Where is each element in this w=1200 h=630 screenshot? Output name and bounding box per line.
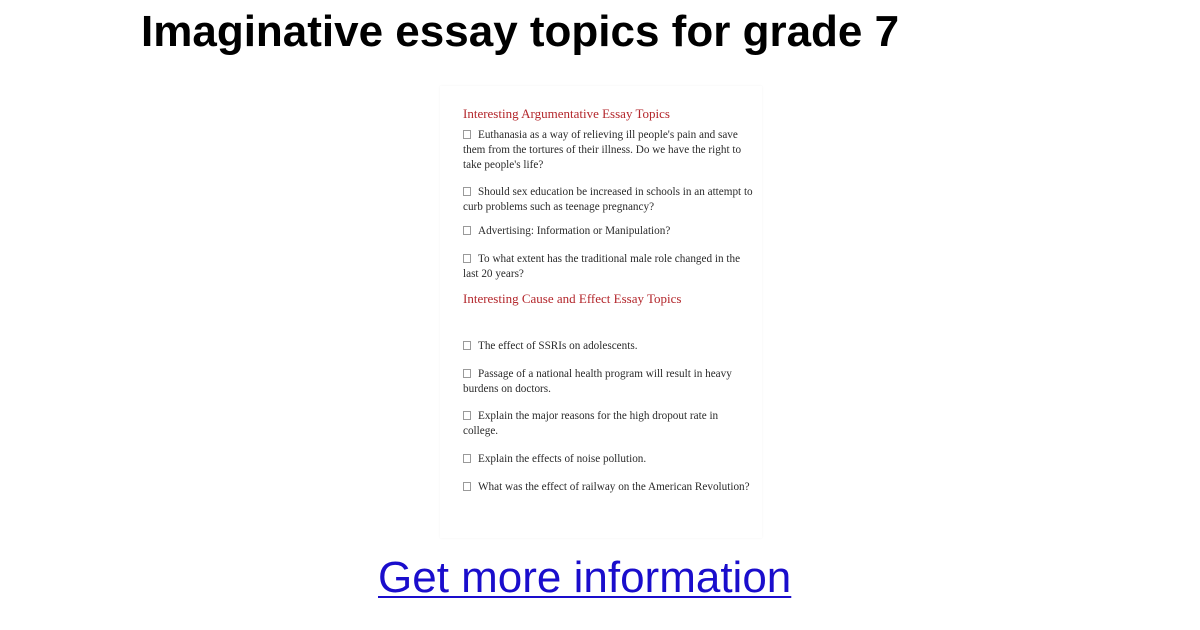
list-item-text: Advertising: Information or Manipulation? (478, 225, 671, 237)
document-image (440, 86, 762, 538)
checkbox-icon (463, 254, 471, 263)
list-item (463, 185, 755, 215)
list-item (463, 367, 755, 397)
checkbox-icon (463, 482, 471, 491)
list-item-text: Passage of a national health program will result in heavy burdens on doctors. (463, 368, 732, 395)
list-item (463, 339, 755, 354)
list-item-text: Explain the major reasons for the high dropout rate in college. (463, 410, 719, 437)
list-item (463, 224, 755, 239)
list-item (463, 128, 755, 173)
checkbox-icon (463, 369, 471, 378)
list-item (463, 409, 755, 439)
checkbox-icon (463, 226, 471, 235)
section-heading-argumentative: Interesting Argumentative Essay Topics (463, 106, 670, 121)
list-item (463, 252, 755, 282)
page-title: Imaginative essay topics for grade 7 (141, 7, 900, 56)
checkbox-icon (463, 454, 471, 463)
list-item-text: Euthanasia as a way of relieving ill people's pain and save them from the tortures of their illness. Do we have the right to take people's life? (463, 129, 742, 171)
checkbox-icon (463, 411, 471, 420)
list-item (463, 452, 755, 467)
list-item-text: Should sex education be increased in schools in an attempt to curb problems such as teenage pregnancy? (463, 186, 753, 213)
list-item-text: To what extent has the traditional male role changed in the last 20 years? (463, 253, 741, 280)
section-heading-cause-effect: Interesting Cause and Effect Essay Topics (463, 291, 682, 306)
list-item-text: The effect of SSRIs on adolescents. (478, 340, 638, 352)
list-item (463, 480, 755, 495)
list-item-text: Explain the effects of noise pollution. (478, 453, 647, 465)
checkbox-icon (463, 341, 471, 350)
list-item-text: What was the effect of railway on the American Revolution? (478, 481, 750, 493)
get-more-information-link[interactable]: Get more information (378, 553, 792, 602)
checkbox-icon (463, 187, 471, 196)
checkbox-icon (463, 130, 471, 139)
